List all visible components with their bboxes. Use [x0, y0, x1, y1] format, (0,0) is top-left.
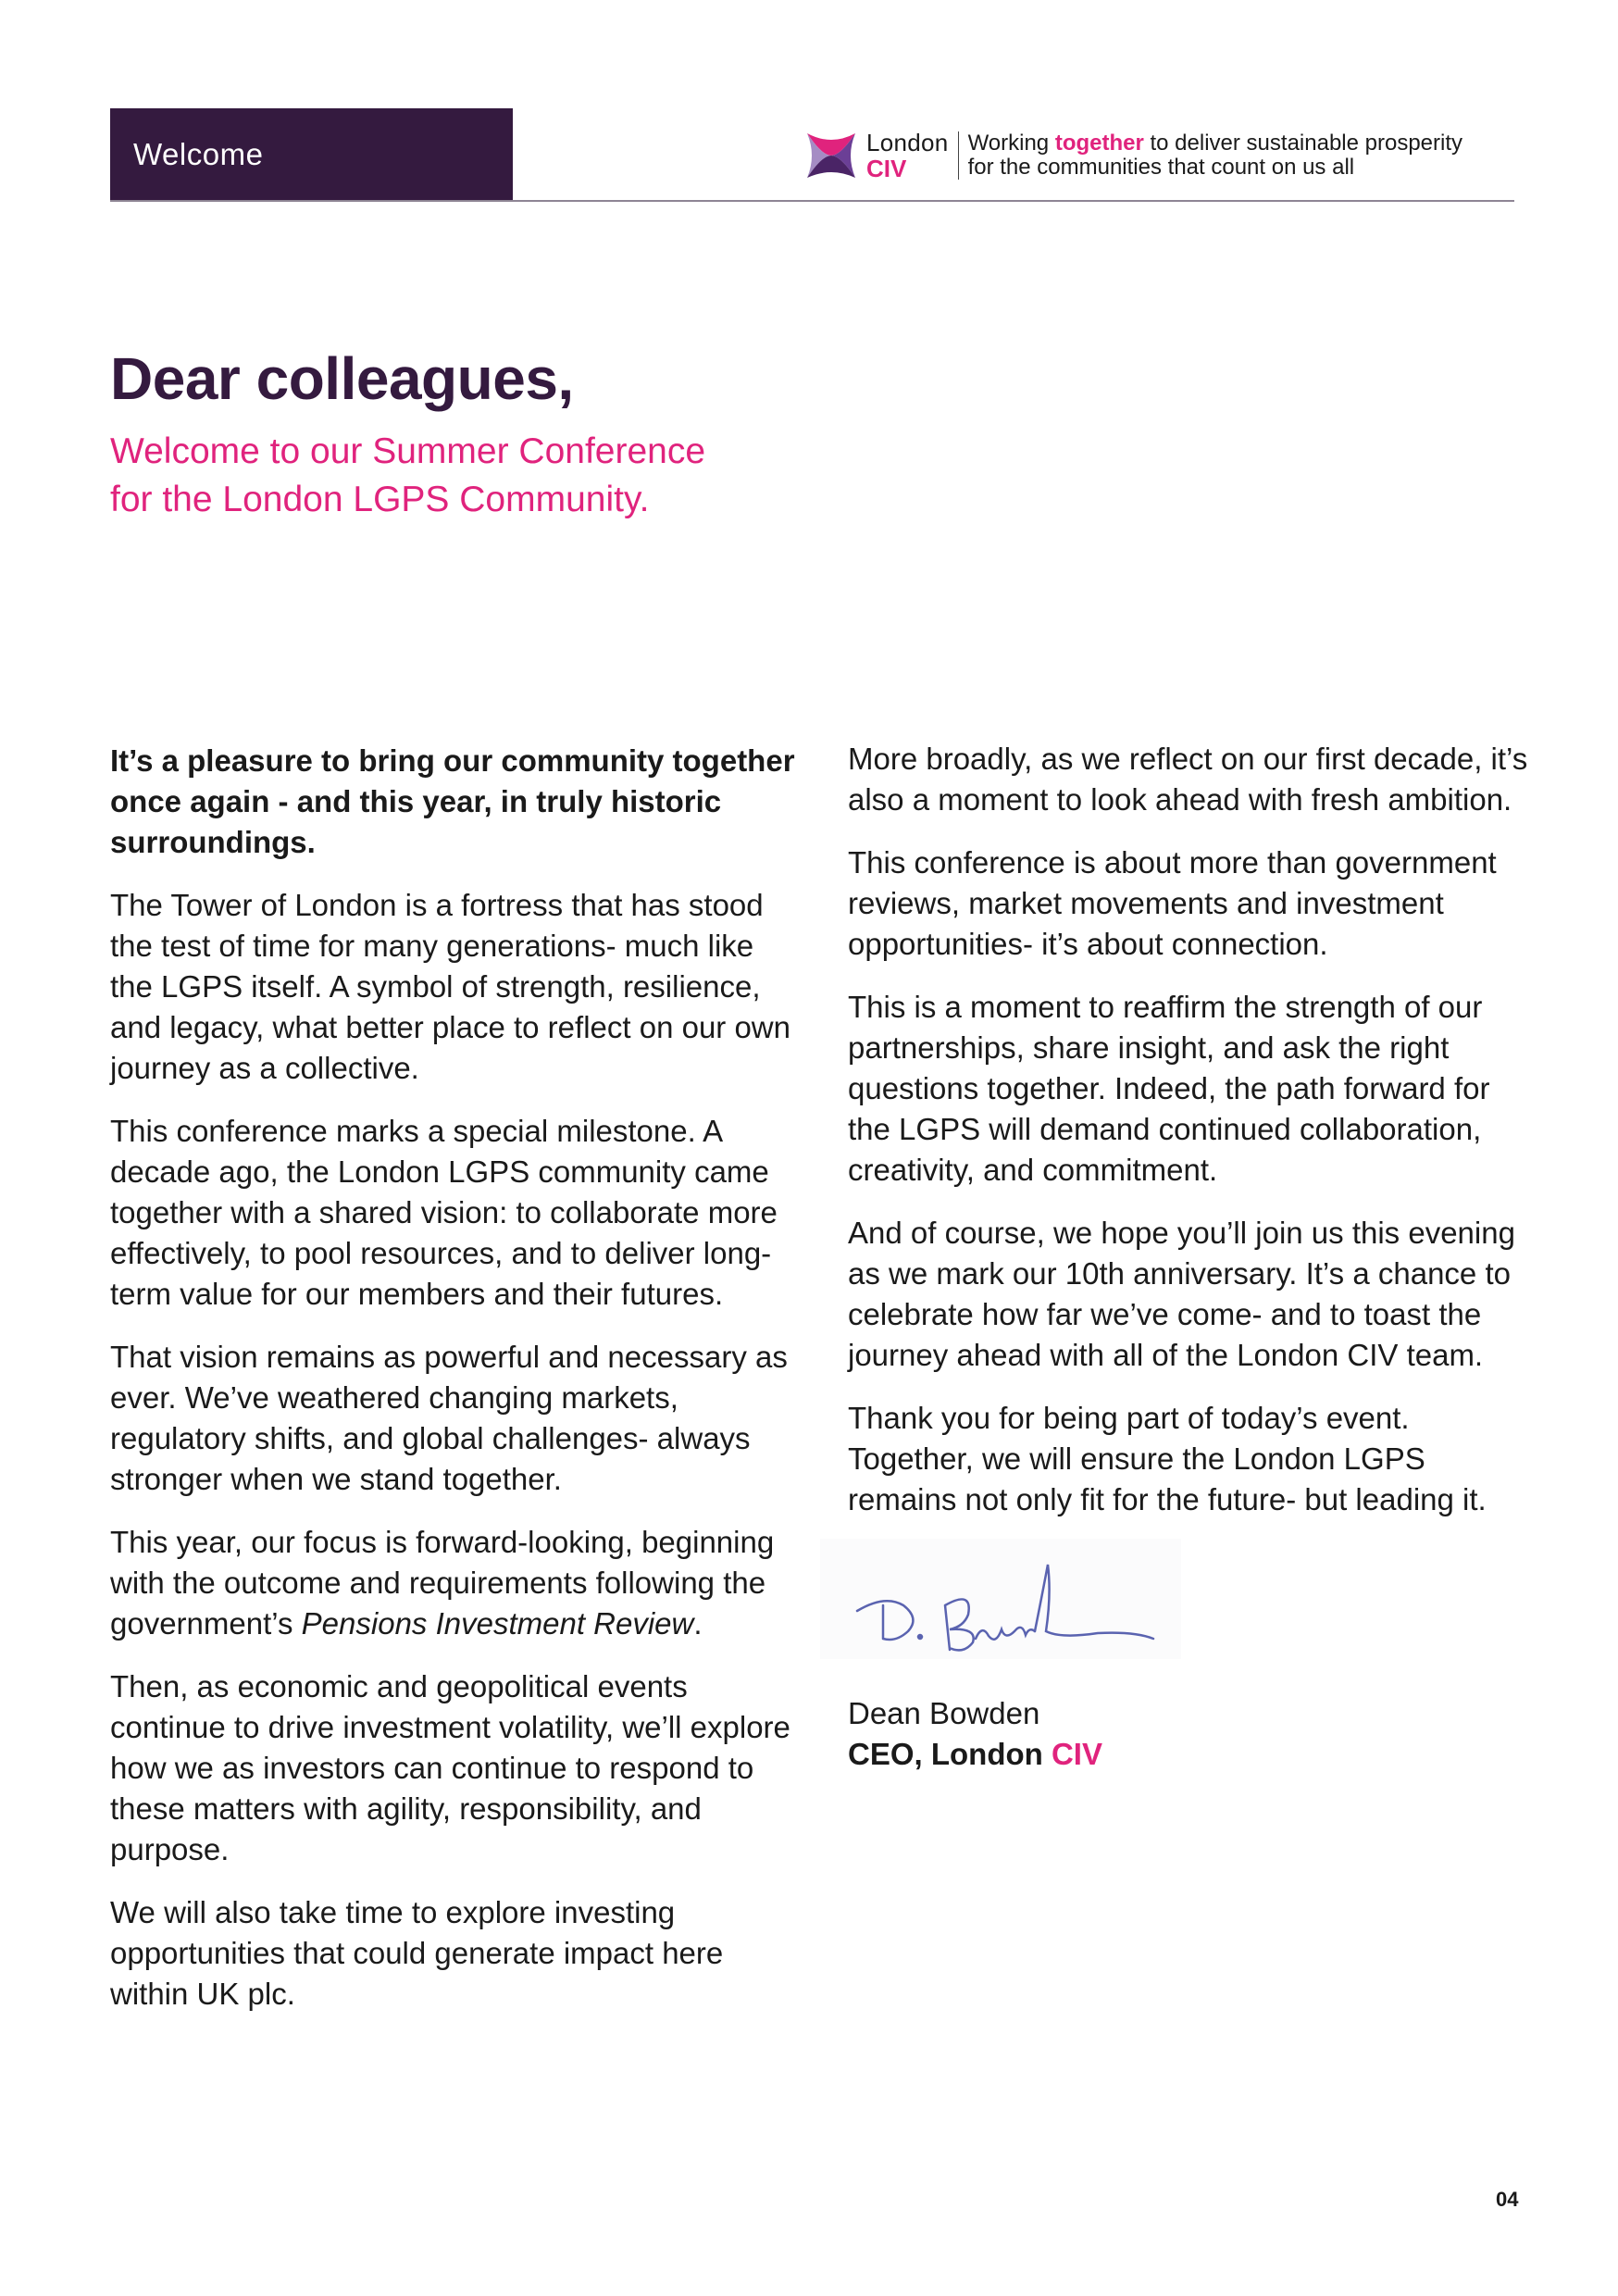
title-accent: CIV: [1051, 1737, 1102, 1771]
body-paragraph: Then, as economic and geopolitical events continue to drive investment volatility, we’ll explore how we as investors can continue to respond to these matters with agility, responsibility, and purpose.: [110, 1669, 790, 1866]
signatory-title: [848, 1734, 1533, 1775]
right-column: [848, 739, 1533, 1775]
header-divider: [110, 200, 1514, 202]
body-paragraph: We will also take time to explore investing opportunities that could generate impact here within UK plc.: [110, 1895, 724, 2011]
logo-divider: [958, 131, 959, 180]
brand-logo: [805, 128, 1462, 183]
tagline-line-1: [968, 131, 1462, 156]
body-paragraph: The Tower of London is a fortress that has stood the test of time for many generations- much like the LGPS itself. A symbol of strength, resilience, and legacy, what better place to reflect on our own journey as a collective.: [110, 888, 790, 1085]
tagline-line-2: for the communities that count on us all: [967, 155, 1355, 180]
paragraph-text: .: [693, 1606, 703, 1641]
tagline: [968, 131, 1462, 180]
body-paragraph: This conference is about more than government reviews, market movements and investment opportunities- it’s about connection.: [848, 845, 1497, 961]
page-subtitle: [110, 428, 777, 524]
tagline-accent: together: [1054, 131, 1144, 156]
tagline-text: Working: [967, 131, 1055, 156]
body-paragraph: That vision remains as powerful and necessary as ever. We’ve weathered changing markets, regulatory shifts, and global challenges- always stronger when we stand together.: [110, 1340, 788, 1496]
lead-paragraph: It’s a pleasure to bring our community together once again - and this year, in truly historic surroundings.: [110, 743, 795, 859]
left-column: [110, 741, 795, 2037]
london-civ-star-logo-icon: [805, 130, 857, 181]
body-paragraph: This is a moment to reaffirm the strength of our partnerships, share insight, and ask the right questions together. Indeed, the path forward for the LGPS will demand continued collaboration, creativity, and commitment.: [848, 990, 1490, 1187]
page-number: 04: [1496, 2188, 1519, 2211]
paragraph-text: This year, our focus is forward-looking, beginning with the outcome and requirements following the government’s: [110, 1525, 775, 1641]
body-paragraph: [110, 1522, 795, 1644]
page-title: Dear colleagues,: [110, 345, 574, 412]
tagline-text: to deliver sustainable prosperity: [1143, 131, 1463, 156]
section-label: Welcome: [133, 137, 264, 171]
subtitle-line-1: Welcome to our Summer Conference: [110, 431, 706, 471]
logo-word-london: London: [866, 129, 949, 156]
signature-icon: [820, 1539, 1181, 1659]
section-tab: [110, 108, 513, 201]
body-paragraph: And of course, we hope you’ll join us this evening as we mark our 10th anniversary. It’s a chance to celebrate how far we’ve come- and to toast the journey ahead with all of the London CIV team.: [848, 1216, 1515, 1372]
body-paragraph: Thank you for being part of today’s event. Together, we will ensure the London LGPS remains not only fit for the future- but leading it.: [848, 1401, 1487, 1516]
subtitle-line-2: for the London LGPS Community.: [110, 480, 650, 519]
publication-title: Pensions Investment Review: [301, 1606, 694, 1641]
body-paragraph: More broadly, as we reflect on our first decade, it’s also a moment to look ahead with fresh ambition.: [848, 742, 1528, 817]
title-text: CEO, London: [848, 1737, 1052, 1771]
logo-word-civ: CIV: [866, 155, 907, 182]
body-paragraph: This conference marks a special milestone. A decade ago, the London LGPS community came together with a shared vision: to collaborate more effectively, to pool resources, and to deliver long-term value for our members and their futures.: [110, 1114, 778, 1311]
signatory-name: Dean Bowden: [848, 1696, 1040, 1730]
